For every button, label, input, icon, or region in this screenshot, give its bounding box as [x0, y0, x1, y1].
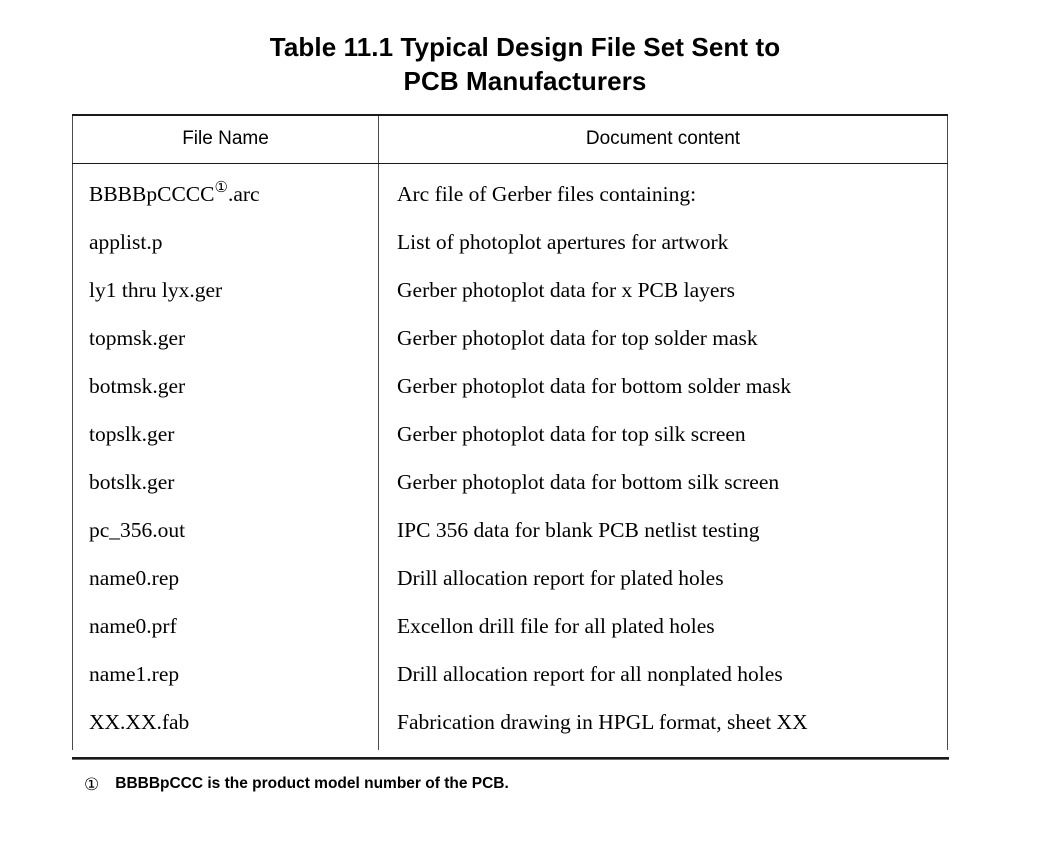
table-row [73, 506, 948, 554]
cell-file-name: pc_356.out [73, 506, 379, 554]
table-row [73, 218, 948, 266]
file-name-extension: .arc [227, 181, 260, 206]
cell-file-name: name0.rep [73, 554, 379, 602]
cell-document-content: Gerber photoplot data for x PCB layers [397, 277, 735, 302]
cell-file-name: XX.XX.fab [73, 698, 379, 750]
table-row [73, 314, 948, 362]
table-title [0, 30, 1050, 98]
cell-document-content: Drill allocation report for plated holes [397, 565, 724, 590]
cell-document-content: Fabrication drawing in HPGL format, sheet XX [397, 709, 808, 734]
cell-document-content: List of photoplot apertures for artwork [397, 229, 729, 254]
table-title-line-1: Table 11.1 Typical Design File Set Sent to [269, 32, 781, 62]
footnote [84, 775, 509, 793]
table-body [73, 164, 948, 751]
cell-document-content: Arc file of Gerber files containing: [397, 181, 697, 206]
file-name-base: BBBBpCCCC [89, 181, 215, 206]
table-bottom-rule [72, 757, 949, 760]
table-row [73, 698, 948, 750]
cell-document-content: Gerber photoplot data for top solder mask [397, 325, 758, 350]
cell-document-content: IPC 356 data for blank PCB netlist testing [397, 517, 760, 542]
cell-file-name: ly1 thru lyx.ger [73, 266, 379, 314]
cell-file-name: botslk.ger [73, 458, 379, 506]
cell-file-name [73, 164, 379, 219]
table-row [73, 362, 948, 410]
table-row [73, 410, 948, 458]
cell-file-name: name0.prf [73, 602, 379, 650]
table-header-row [73, 115, 948, 164]
cell-document-content: Gerber photoplot data for top silk screen [397, 421, 746, 446]
cell-document-content: Gerber photoplot data for bottom solder mask [397, 373, 792, 398]
footnote-reference-icon: ① [214, 179, 228, 196]
footnote-marker-icon: ① [84, 774, 100, 794]
cell-file-name: topmsk.ger [73, 314, 379, 362]
table-row [73, 164, 948, 219]
column-header-file-name: File Name [73, 115, 379, 164]
cell-document-content: Excellon drill file for all plated holes [397, 613, 715, 638]
design-file-table-container [72, 114, 947, 750]
cell-document-content: Drill allocation report for all nonplated holes [397, 661, 783, 686]
cell-file-name: applist.p [73, 218, 379, 266]
cell-file-name: botmsk.ger [73, 362, 379, 410]
table-header [73, 115, 948, 164]
column-header-document-content: Document content [379, 115, 948, 164]
cell-file-name: name1.rep [73, 650, 379, 698]
table-row [73, 602, 948, 650]
table-row [73, 650, 948, 698]
footnote-text: BBBBpCCC is the product model number of the PCB. [115, 775, 509, 792]
table-title-line-2: PCB Manufacturers [403, 66, 647, 96]
cell-document-content: Gerber photoplot data for bottom silk screen [397, 469, 780, 494]
table-row [73, 554, 948, 602]
table-row [73, 458, 948, 506]
design-file-table [72, 114, 948, 750]
cell-file-name: topslk.ger [73, 410, 379, 458]
table-row [73, 266, 948, 314]
